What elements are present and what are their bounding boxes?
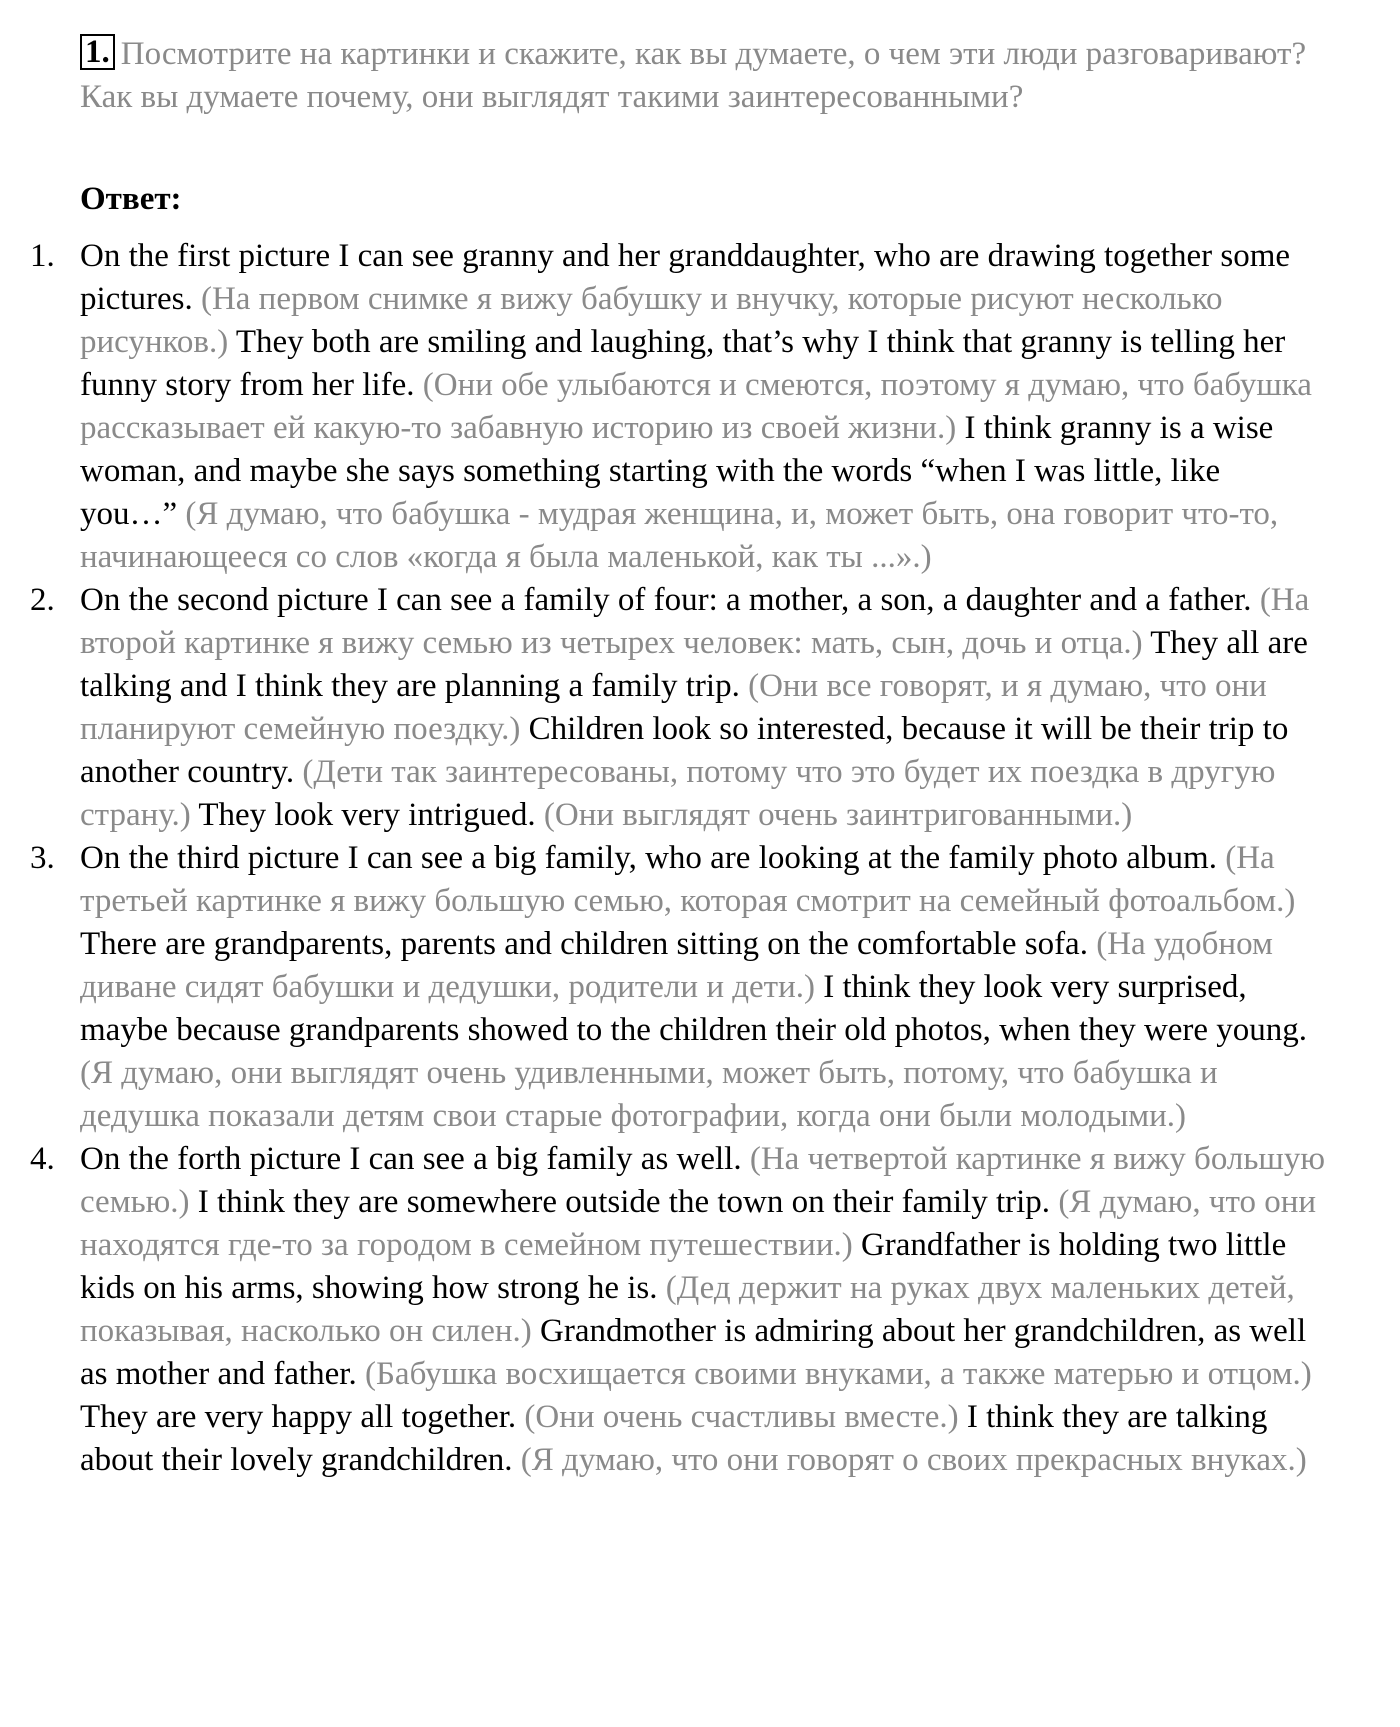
answer-item-number: 3. xyxy=(30,840,55,876)
english-sentence: They all are talking and I think they are planning a family trip. xyxy=(80,625,1308,704)
answer-item-number: 2. xyxy=(30,582,55,618)
russian-translation: (Они все говорят, и я думаю, что они планируют семейную поездку.) xyxy=(80,668,1267,747)
english-sentence: They are very happy all together. xyxy=(80,1399,525,1435)
answers-list xyxy=(0,235,1400,1482)
russian-translation: (Они выглядят очень заинтригованными.) xyxy=(543,797,1133,833)
russian-translation: (Они очень счастливы вместе.) xyxy=(524,1399,959,1435)
task-prompt xyxy=(80,33,1310,119)
russian-translation: (На первом снимке я вижу бабушку и внучку, которые рисуют несколько рисунков.) xyxy=(80,281,1223,360)
english-sentence: Grandmother is admiring about her grandchildren, as well as mother and father. xyxy=(80,1313,1307,1392)
english-sentence: On the third picture I can see a big family, who are looking at the family photo album. xyxy=(80,840,1226,876)
english-sentence: On the second picture I can see a family of four: a mother, a son, a daughter and a father. xyxy=(80,582,1260,618)
russian-translation: (Бабушка восхищается своими внуками, а также матерью и отцом.) xyxy=(364,1356,1312,1392)
english-sentence: I think they are somewhere outside the town on their family trip. xyxy=(189,1184,1059,1220)
english-sentence: They both are smiling and laughing, that’s why I think that granny is telling her funny story from her life. xyxy=(80,324,1286,403)
russian-translation: (Дети так заинтересованы, потому что это будет их поездка в другую страну.) xyxy=(80,754,1276,833)
russian-translation: (Дед держит на руках двух маленьких детей, показывая, насколько он силен.) xyxy=(80,1270,1295,1349)
answer-item xyxy=(0,579,1325,837)
russian-translation: (На третьей картинке я вижу большую семью, которая смотрит на семейный фотоальбом.) xyxy=(80,840,1296,919)
russian-translation: (Я думаю, что они говорят о своих прекрасных внуках.) xyxy=(520,1442,1307,1478)
russian-translation: (На второй картинке я вижу семью из четырех человек: мать, сын, дочь и отца.) xyxy=(80,582,1310,661)
answer-item-number: 4. xyxy=(30,1141,55,1177)
answer-heading: Ответ: xyxy=(80,181,182,217)
russian-translation: (Я думаю, они выглядят очень удивленными, может быть, потому, что бабушка и дедушка показали детям свои старые фотографии, когда они были молодыми.) xyxy=(80,1055,1218,1134)
english-sentence: I think they are talking about their lovely grandchildren. xyxy=(80,1399,1268,1478)
russian-translation: (Я думаю, что они находятся где-то за городом в семейном путешествии.) xyxy=(80,1184,1317,1263)
english-sentence: I think granny is a wise woman, and maybe she says something starting with the words “when I was little, like you…” xyxy=(80,410,1274,532)
english-sentence: On the first picture I can see granny and her granddaughter, who are drawing together some pictures. xyxy=(80,238,1291,317)
english-sentence: Grandfather is holding two little kids on his arms, showing how strong he is. xyxy=(80,1227,1287,1306)
english-sentence: Children look so interested, because it will be their trip to another country. xyxy=(80,711,1289,790)
answer-item xyxy=(0,837,1325,1138)
task-text: Посмотрите на картинки и скажите, как вы думаете, о чем эти люди разговаривают? Как вы думаете почему, они выглядят такими заинтересованными? xyxy=(80,36,1307,115)
english-sentence: I think they look very surprised, maybe because grandparents showed to the children their old photos, when they were young. xyxy=(80,969,1308,1048)
english-sentence: On the forth picture I can see a big family as well. xyxy=(80,1141,750,1177)
english-sentence: They look very intrigued. xyxy=(190,797,544,833)
russian-translation: (Они обе улыбаются и смеются, поэтому я думаю, что бабушка рассказывает ей какую-то забавную историю из своей жизни.) xyxy=(80,367,1312,446)
russian-translation: (Я думаю, что бабушка - мудрая женщина, и, может быть, она говорит что-то, начинающееся со слов «когда я была маленькой, как ты ...».) xyxy=(80,496,1279,575)
task-number-box: 1. xyxy=(80,34,115,70)
answer-item-number: 1. xyxy=(30,238,55,274)
russian-translation: (На четвертой картинке я вижу большую семью.) xyxy=(80,1141,1325,1220)
answer-item xyxy=(0,1138,1325,1482)
answer-item xyxy=(0,235,1325,579)
english-sentence: There are grandparents, parents and children sitting on the comfortable sofa. xyxy=(80,926,1097,962)
russian-translation: (На удобном диване сидят бабушки и дедушки, родители и дети.) xyxy=(80,926,1273,1005)
